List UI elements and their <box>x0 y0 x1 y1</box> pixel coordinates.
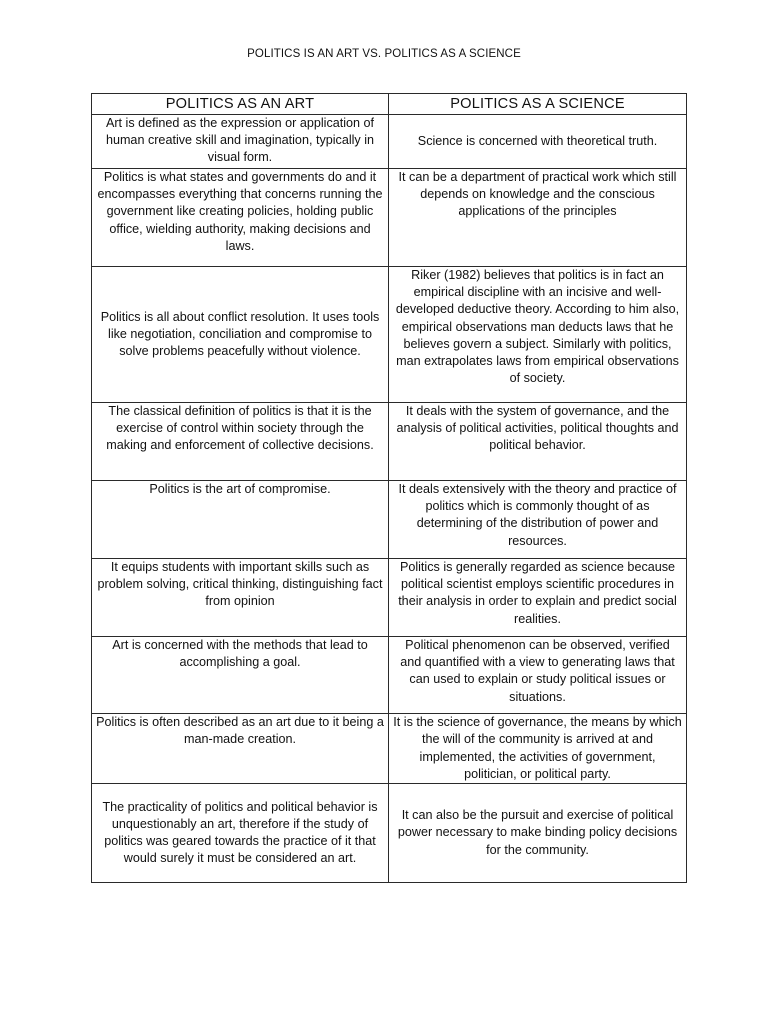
header-politics-as-art: POLITICS AS AN ART <box>92 94 389 115</box>
art-cell: The practicality of politics and political behavior is unquestionably an art, therefore if the study of politics was geared towards the practice of it that would surely it must be considered an art. <box>92 784 389 883</box>
science-cell: Political phenomenon can be observed, verified and quantified with a view to generating laws that can used to explain or study political issues or situations. <box>389 637 687 714</box>
table-row <box>92 714 687 784</box>
table-row <box>92 559 687 637</box>
table-row <box>92 169 687 267</box>
document-title: POLITICS IS AN ART VS. POLITICS AS A SCIENCE <box>247 48 521 60</box>
science-cell: It can be a department of practical work which still depends on knowledge and the conscious applications of the principles <box>389 169 687 267</box>
science-cell: Science is concerned with theoretical truth. <box>389 115 687 169</box>
science-cell: It deals extensively with the theory and practice of politics which is commonly thought of as determining of the distribution of power and resources. <box>389 481 687 559</box>
table-row <box>92 481 687 559</box>
table-row <box>92 115 687 169</box>
science-cell: It deals with the system of governance, and the analysis of political activities, political thoughts and political behavior. <box>389 403 687 481</box>
comparison-table <box>91 93 687 883</box>
art-cell: Art is defined as the expression or application of human creative skill and imagination, typically in visual form. <box>92 115 389 169</box>
art-cell: Politics is often described as an art due to it being a man-made creation. <box>92 714 389 784</box>
science-cell: Riker (1982) believes that politics is in fact an empirical discipline with an incisive and well-developed deductive theory. According to him also, empirical observations man deducts laws that he believes govern a subject. Similarly with politics, man extrapolates laws from empirical observations of society. <box>389 267 687 403</box>
art-cell: Politics is what states and governments do and it encompasses everything that concerns running the government like creating policies, holding public office, wielding authority, making decisions and laws. <box>92 169 389 267</box>
table-row <box>92 267 687 403</box>
art-cell: Politics is the art of compromise. <box>92 481 389 559</box>
art-cell: The classical definition of politics is that it is the exercise of control within society through the making and enforcement of collective decisions. <box>92 403 389 481</box>
table-row <box>92 784 687 883</box>
table-header-row <box>92 94 687 115</box>
art-cell: It equips students with important skills such as problem solving, critical thinking, distinguishing fact from opinion <box>92 559 389 637</box>
science-cell: It can also be the pursuit and exercise of political power necessary to make binding policy decisions for the community. <box>389 784 687 883</box>
art-cell: Politics is all about conflict resolution. It uses tools like negotiation, conciliation and compromise to solve problems peacefully without violence. <box>92 267 389 403</box>
science-cell: Politics is generally regarded as science because political scientist employs scientific procedures in their analysis in order to explain and predict social realities. <box>389 559 687 637</box>
science-cell: It is the science of governance, the means by which the will of the community is arrived at and implemented, the activities of government, politician, or political party. <box>389 714 687 784</box>
art-cell: Art is concerned with the methods that lead to accomplishing a goal. <box>92 637 389 714</box>
table-row <box>92 403 687 481</box>
table-row <box>92 637 687 714</box>
header-politics-as-science: POLITICS AS A SCIENCE <box>389 94 687 115</box>
